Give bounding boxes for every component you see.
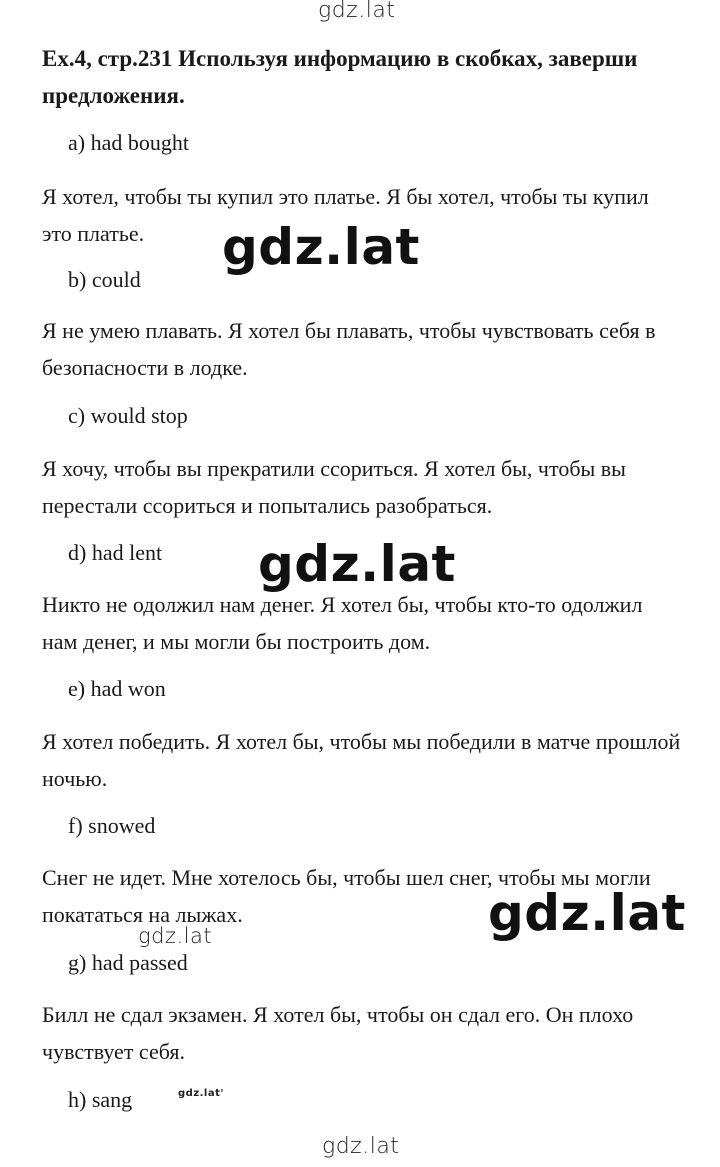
answer-f: f) snowed	[68, 813, 156, 838]
answer-a: a) had bought	[68, 130, 189, 155]
answer-d: d) had lent	[68, 540, 163, 565]
watermark-tiny: gdz.lat'	[178, 1088, 224, 1099]
translation-d: Никто не одолжил нам денег. Я хотел бы, чтобы кто-то одолжил нам денег, и мы могли бы построить дом.	[42, 592, 643, 654]
watermark-large-1: gdz.lat	[222, 218, 420, 276]
translation-b: Я не умею плавать. Я хотел бы плавать, чтобы чувствовать себя в безопасности в лодке.	[42, 318, 656, 380]
translation-e: Я хотел победить. Я хотел бы, чтобы мы победили в матче прошлой ночью.	[42, 729, 681, 791]
watermark-bottom: gdz.lat	[322, 1134, 400, 1159]
exercise-title: Ex.4, стр.231 Используя информацию в скобках, заверши предложения.	[42, 46, 638, 108]
watermark-top: gdz.lat	[318, 0, 396, 23]
translation-c: Я хочу, чтобы вы прекратили ссориться. Я хотел бы, чтобы вы перестали ссориться и попытались разобраться.	[42, 456, 626, 518]
watermark-large-2: gdz.lat	[258, 535, 456, 593]
translation-f: Снег не идет. Мне хотелось бы, чтобы шел снег, чтобы мы могли покататься на лыжах.	[42, 865, 651, 927]
translation-g: Билл не сдал экзамен. Я хотел бы, чтобы он сдал его. Он плохо чувствует себя.	[42, 1002, 634, 1064]
answer-c: c) would stop	[68, 403, 188, 428]
answer-g: g) had passed	[68, 950, 188, 975]
watermark-small: gdz.lat	[138, 924, 213, 948]
watermark-large-3: gdz.lat	[488, 884, 686, 942]
translation-a: Я хотел, чтобы ты купил это платье. Я бы хотел, чтобы ты купил это платье.	[42, 184, 649, 246]
answer-e: e) had won	[68, 676, 166, 701]
answer-b: b) could	[68, 267, 141, 292]
answer-h: h) sang	[68, 1087, 133, 1112]
